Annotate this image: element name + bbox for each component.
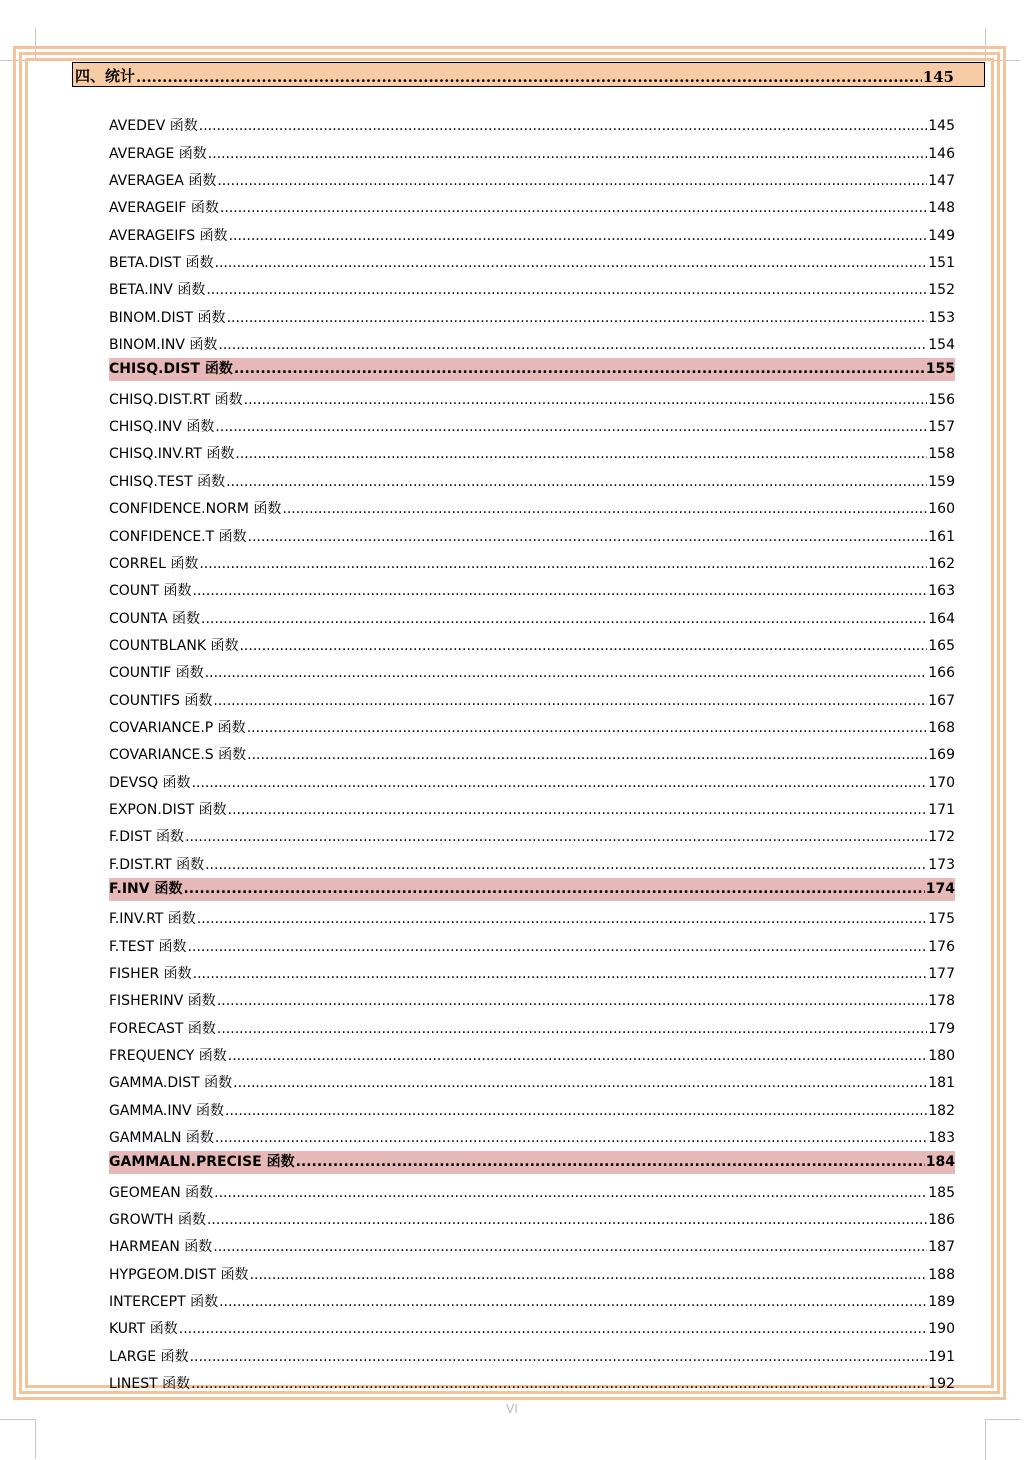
entry-page: 167 [928, 692, 955, 709]
dot-leader [214, 1182, 927, 1204]
crop-mark [985, 1419, 1021, 1460]
entry-page: 147 [928, 173, 955, 190]
entry-title: CHISQ.INV.RT 函数 [109, 446, 235, 463]
entry-title: AVEDEV 函数 [109, 118, 198, 135]
toc-entry[interactable] [109, 137, 955, 164]
entry-title: FORECAST 函数 [109, 1020, 216, 1037]
toc-entry[interactable] [109, 1258, 955, 1285]
toc-entry[interactable] [109, 575, 955, 602]
dot-leader [228, 799, 928, 821]
dot-leader [201, 608, 927, 630]
entry-title: COVARIANCE.S 函数 [109, 747, 247, 764]
toc-entry-list [109, 110, 955, 1395]
dot-leader [197, 908, 927, 930]
toc-entry[interactable] [109, 1340, 955, 1367]
dot-leader [233, 1072, 927, 1094]
toc-entry[interactable] [109, 1286, 955, 1313]
entry-page: 160 [928, 501, 955, 518]
dot-leader [192, 772, 928, 794]
toc-entry[interactable] [109, 247, 955, 274]
entry-page: 189 [928, 1294, 955, 1311]
entry-page: 182 [928, 1102, 955, 1119]
toc-entry[interactable] [109, 465, 955, 492]
entry-title: COUNTIFS 函数 [109, 692, 213, 709]
entry-title: CORREL 函数 [109, 555, 199, 572]
entry-page: 154 [928, 337, 955, 354]
entry-title: GROWTH 函数 [109, 1212, 206, 1229]
entry-title: CHISQ.TEST 函数 [109, 473, 226, 490]
entry-title: GAMMALN.PRECISE 函数 [109, 1154, 295, 1171]
dot-leader [235, 443, 927, 465]
dot-leader [213, 1236, 927, 1258]
dot-leader [250, 1264, 928, 1286]
entry-title: F.DIST.RT 函数 [109, 856, 205, 873]
dot-leader [218, 334, 927, 356]
toc-entry[interactable] [109, 903, 955, 930]
dot-leader [225, 1100, 927, 1122]
entry-title: CONFIDENCE.T 函数 [109, 528, 247, 545]
entry-title: F.DIST 函数 [109, 829, 185, 846]
entry-page: 185 [928, 1184, 955, 1201]
dot-leader [296, 1151, 925, 1174]
toc-section-heading[interactable] [72, 62, 985, 87]
dot-leader [207, 1209, 927, 1231]
dot-leader [244, 389, 928, 411]
dot-leader [248, 526, 928, 548]
dot-leader [193, 963, 928, 985]
entry-title: FISHER 函数 [109, 966, 192, 982]
entry-title: AVERAGEA 函数 [109, 173, 217, 190]
toc-entry[interactable] [109, 1067, 955, 1094]
dot-leader [206, 279, 927, 301]
toc-entry[interactable] [109, 766, 955, 793]
section-title: 四、统计 [75, 67, 136, 85]
dot-leader [247, 717, 928, 739]
dot-leader [239, 635, 927, 657]
dot-leader [215, 1127, 927, 1149]
entry-title: COUNTA 函数 [109, 610, 201, 627]
entry-title: HARMEAN 函数 [109, 1239, 213, 1256]
toc-entry[interactable] [109, 1176, 955, 1203]
toc-entry[interactable] [109, 684, 955, 711]
dot-leader [215, 252, 928, 274]
entry-title: CHISQ.DIST 函数 [109, 361, 233, 378]
toc-entry[interactable] [109, 383, 955, 410]
entry-page: 174 [925, 880, 955, 897]
entry-page: 168 [928, 719, 955, 736]
entry-page: 188 [928, 1266, 955, 1283]
entry-page: 148 [928, 200, 955, 217]
entry-title: AVERAGEIFS 函数 [109, 227, 228, 244]
entry-page: 187 [928, 1239, 955, 1256]
entry-page: 165 [928, 637, 955, 654]
entry-page: 186 [928, 1212, 955, 1229]
toc-entry[interactable] [109, 1313, 955, 1340]
toc-entry[interactable] [109, 329, 955, 356]
toc-entry[interactable] [109, 520, 955, 547]
entry-page: 153 [928, 309, 955, 326]
entry-title: CHISQ.INV 函数 [109, 419, 215, 436]
toc-entry[interactable] [109, 878, 955, 901]
dot-leader [213, 690, 927, 712]
entry-page: 172 [928, 829, 955, 846]
entry-title: AVERAGE 函数 [109, 145, 207, 162]
entry-page: 164 [928, 610, 955, 627]
dot-leader [199, 553, 927, 575]
entry-title: GAMMA.DIST 函数 [109, 1075, 233, 1092]
entry-page: 190 [928, 1321, 955, 1338]
crop-mark [0, 1419, 35, 1420]
entry-page: 171 [928, 801, 955, 818]
toc-entry[interactable] [109, 1368, 955, 1395]
entry-page: 166 [928, 665, 955, 682]
entry-title: F.INV 函数 [109, 880, 183, 897]
entry-page: 170 [928, 774, 955, 791]
toc-entry[interactable] [109, 630, 955, 657]
entry-title: COUNTBLANK 函数 [109, 637, 239, 654]
toc-entry[interactable] [109, 493, 955, 520]
entry-title: F.TEST 函数 [109, 938, 187, 955]
entry-title: F.INV.RT 函数 [109, 911, 196, 928]
toc-entry[interactable] [109, 848, 955, 875]
entry-page: 176 [928, 938, 955, 955]
entry-page: 161 [928, 528, 955, 545]
dot-leader [215, 416, 927, 438]
toc-entry[interactable] [109, 1012, 955, 1039]
entry-title: LINEST 函数 [109, 1376, 191, 1393]
toc-entry[interactable] [109, 739, 955, 766]
dot-leader [185, 826, 927, 848]
entry-page: 156 [928, 391, 955, 408]
entry-title: DEVSQ 函数 [109, 774, 191, 791]
toc-entry[interactable] [109, 358, 955, 381]
entry-title: COUNTIF 函数 [109, 665, 204, 682]
entry-title: LARGE 函数 [109, 1348, 189, 1365]
dot-leader [282, 498, 927, 520]
entry-page: 183 [928, 1130, 955, 1147]
dot-leader [229, 225, 928, 247]
entry-title: BINOM.DIST 函数 [109, 309, 226, 326]
toc-entry[interactable] [109, 1040, 955, 1067]
section-page: 145 [922, 68, 954, 86]
entry-page: 179 [928, 1020, 955, 1037]
dot-leader [193, 580, 928, 602]
entry-title: GAMMA.INV 函数 [109, 1102, 224, 1119]
entry-page: 158 [928, 446, 955, 463]
entry-page: 184 [925, 1154, 955, 1171]
entry-title: GEOMEAN 函数 [109, 1184, 214, 1201]
entry-title: CONFIDENCE.NORM 函数 [109, 501, 282, 518]
dot-leader [205, 662, 928, 684]
entry-page: 149 [928, 227, 955, 244]
dot-leader [217, 1018, 927, 1040]
toc-entry[interactable] [109, 1204, 955, 1231]
entry-title: KURT 函数 [109, 1321, 178, 1338]
toc-entry[interactable] [109, 794, 955, 821]
entry-page: 152 [928, 282, 955, 299]
toc-entry[interactable] [109, 821, 955, 848]
toc-entry[interactable] [109, 548, 955, 575]
entry-page: 145 [928, 118, 955, 135]
toc-entry[interactable] [109, 411, 955, 438]
dot-leader [179, 1318, 928, 1340]
entry-page: 173 [928, 856, 955, 873]
toc-entry[interactable] [109, 274, 955, 301]
entry-title: AVERAGEIF 函数 [109, 200, 219, 217]
toc-entry[interactable] [109, 110, 955, 137]
toc-entry[interactable] [109, 219, 955, 246]
crop-mark [35, 1419, 36, 1459]
dot-leader [226, 471, 927, 493]
toc-entry[interactable] [109, 301, 955, 328]
toc-entry[interactable] [109, 657, 955, 684]
entry-page: 159 [928, 473, 955, 490]
entry-page: 181 [928, 1075, 955, 1092]
entry-page: 191 [928, 1348, 955, 1365]
dot-leader [205, 854, 927, 876]
dot-leader [208, 143, 928, 165]
toc-entry[interactable] [109, 1094, 955, 1121]
entry-title: INTERCEPT 函数 [109, 1294, 219, 1311]
entry-page: 151 [928, 255, 955, 272]
entry-page: 155 [925, 361, 955, 378]
toc-entry[interactable] [109, 165, 955, 192]
entry-title: FISHERINV 函数 [109, 993, 216, 1010]
entry-title: BETA.INV 函数 [109, 282, 206, 299]
toc-entry[interactable] [109, 1151, 955, 1174]
dot-leader [190, 1346, 928, 1368]
entry-title: COVARIANCE.P 函数 [109, 719, 246, 736]
entry-page: 192 [928, 1376, 955, 1393]
dot-leader [183, 878, 924, 901]
dot-leader [227, 307, 928, 329]
toc-entry[interactable] [109, 1231, 955, 1258]
entry-title: EXPON.DIST 函数 [109, 801, 227, 818]
entry-page: 178 [928, 993, 955, 1010]
entry-page: 180 [928, 1048, 955, 1065]
entry-title: GAMMALN 函数 [109, 1130, 214, 1147]
toc-entry[interactable] [109, 958, 955, 985]
toc-entry[interactable] [109, 930, 955, 957]
dot-leader [217, 170, 927, 192]
entry-page: 169 [928, 747, 955, 764]
dot-leader [191, 1373, 927, 1395]
dot-leader [220, 197, 927, 219]
entry-title: BINOM.INV 函数 [109, 337, 218, 354]
toc-entry[interactable] [109, 602, 955, 629]
entry-title: FREQUENCY 函数 [109, 1048, 227, 1065]
entry-page: 157 [928, 419, 955, 436]
dot-leader [219, 1291, 927, 1313]
dot-leader [199, 115, 928, 137]
entry-title: COUNT 函数 [109, 583, 192, 600]
toc-entry[interactable] [109, 712, 955, 739]
entry-title: BETA.DIST 函数 [109, 255, 214, 272]
entry-title: HYPGEOM.DIST 函数 [109, 1266, 249, 1283]
toc-entry[interactable] [109, 192, 955, 219]
entry-page: 146 [928, 145, 955, 162]
dot-leader [217, 990, 927, 1012]
entry-page: 175 [928, 911, 955, 928]
entry-page: 162 [928, 555, 955, 572]
dot-leader [188, 936, 928, 958]
entry-page: 177 [928, 966, 955, 982]
dot-leader [247, 744, 927, 766]
footer-page-number: VI [506, 1402, 518, 1416]
dot-leader [234, 358, 925, 381]
dot-leader [136, 68, 922, 86]
toc-entry[interactable] [109, 985, 955, 1012]
entry-title: CHISQ.DIST.RT 函数 [109, 391, 243, 408]
toc-entry[interactable] [109, 1122, 955, 1149]
toc-entry[interactable] [109, 438, 955, 465]
dot-leader [228, 1045, 928, 1067]
entry-page: 163 [928, 583, 955, 600]
